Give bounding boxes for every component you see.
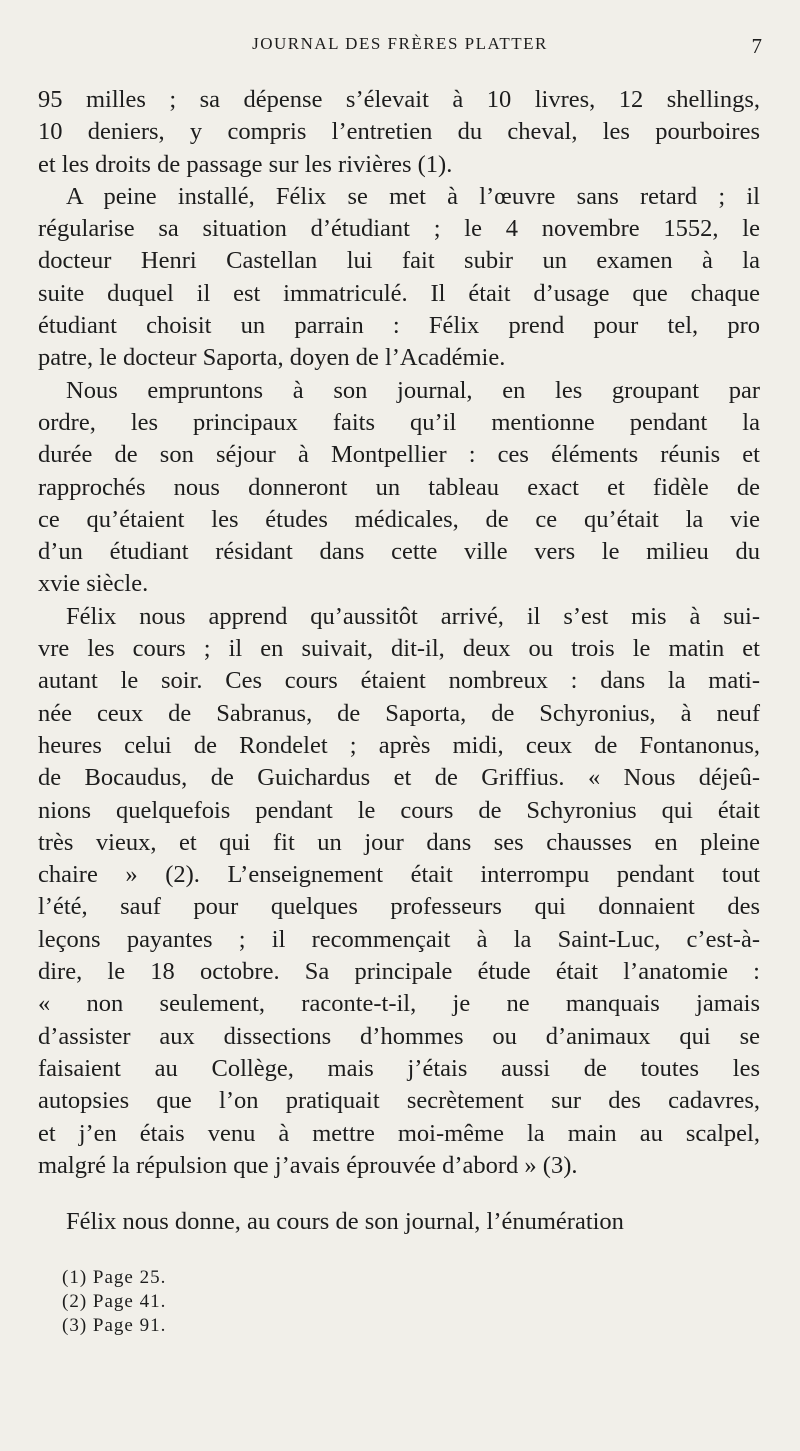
text-line: Félix nous donne, au cours de son journal, l’énumération xyxy=(66,1208,624,1236)
text-line: xvie siècle. xyxy=(38,570,149,598)
text-line: malgré la répulsion que j’avais éprouvée d’abord » (3). xyxy=(38,1151,578,1179)
footnote: (2) Page 41. xyxy=(62,1291,167,1312)
text-line: chaire » (2). L’enseignement était interrompu pendant tout xyxy=(38,861,760,889)
text-line: l’été, sauf pour quelques professeurs qui donnaient des xyxy=(38,893,760,921)
text-line: et j’en étais venu à mettre moi-même la main au scalpel, xyxy=(38,1119,760,1147)
body-text xyxy=(38,84,760,1238)
text-line: leçons payantes ; il recommençait à la Saint-Luc, c’est-à- xyxy=(38,925,760,953)
text-line: d’assister aux dissections d’hommes ou d’animaux qui se xyxy=(38,1022,760,1050)
running-title: JOURNAL DES FRÈRES PLATTER xyxy=(252,34,548,53)
paragraph-gap xyxy=(38,1182,760,1206)
text-line: suite duquel il est immatriculé. Il était d’usage que chaque xyxy=(38,279,760,307)
text-line: « non seulement, raconte-t-il, je ne manquais jamais xyxy=(38,990,760,1018)
text-line: et les droits de passage sur les rivières (1). xyxy=(38,150,453,178)
text-line: d’un étudiant résidant dans cette ville vers le milieu du xyxy=(38,538,760,566)
text-line: de Bocaudus, de Guichardus et de Griffius. « Nous déjeû- xyxy=(38,764,760,792)
text-line: étudiant choisit un parrain : Félix prend pour tel, pro xyxy=(38,312,760,340)
text-line: très vieux, et qui fit un jour dans ses chausses en pleine xyxy=(38,828,760,856)
page-number: 7 xyxy=(751,34,762,58)
text-line: A peine installé, Félix se met à l’œuvre sans retard ; il xyxy=(66,182,760,210)
text-line: autant le soir. Ces cours étaient nombreux : dans la mati- xyxy=(38,667,760,695)
text-line: autopsies que l’on pratiquait secrètement sur des cadavres, xyxy=(38,1087,760,1115)
text-line: nions quelquefois pendant le cours de Schyronius qui était xyxy=(38,796,760,824)
text-line: durée de son séjour à Montpellier : ces éléments réunis et xyxy=(38,441,760,469)
text-line: ce qu’étaient les études médicales, de ce qu’était la vie xyxy=(38,505,760,533)
text-line: née ceux de Sabranus, de Saporta, de Schyronius, à neuf xyxy=(38,699,760,727)
text-line: Félix nous apprend qu’aussitôt arrivé, il s’est mis à sui- xyxy=(66,602,760,630)
text-line: heures celui de Rondelet ; après midi, ceux de Fontanonus, xyxy=(38,731,760,759)
footnotes xyxy=(62,1266,166,1338)
text-line: ordre, les principaux faits qu’il mentionne pendant la xyxy=(38,408,760,436)
text-line: régularise sa situation d’étudiant ; le 4 novembre 1552, le xyxy=(38,215,760,243)
text-line: rapprochés nous donneront un tableau exact et fidèle de xyxy=(38,473,760,501)
footnote: (1) Page 25. xyxy=(62,1267,167,1288)
text-line: 95 milles ; sa dépense s’élevait à 10 livres, 12 shellings, xyxy=(38,86,760,113)
text-line: docteur Henri Castellan lui fait subir un examen à la xyxy=(38,247,760,275)
page-header xyxy=(0,34,800,58)
text-line: Nous empruntons à son journal, en les groupant par xyxy=(66,376,760,404)
text-line: dire, le 18 octobre. Sa principale étude était l’anatomie : xyxy=(38,958,760,986)
text-line: vre les cours ; il en suivait, dit-il, deux ou trois le matin et xyxy=(38,635,760,663)
text-line: patre, le docteur Saporta, doyen de l’Académie. xyxy=(38,344,506,372)
footnote: (3) Page 91. xyxy=(62,1315,167,1336)
text-line: 10 deniers, y compris l’entretien du cheval, les pourboires xyxy=(38,118,760,146)
text-line: faisaient au Collège, mais j’étais aussi de toutes les xyxy=(38,1054,760,1082)
